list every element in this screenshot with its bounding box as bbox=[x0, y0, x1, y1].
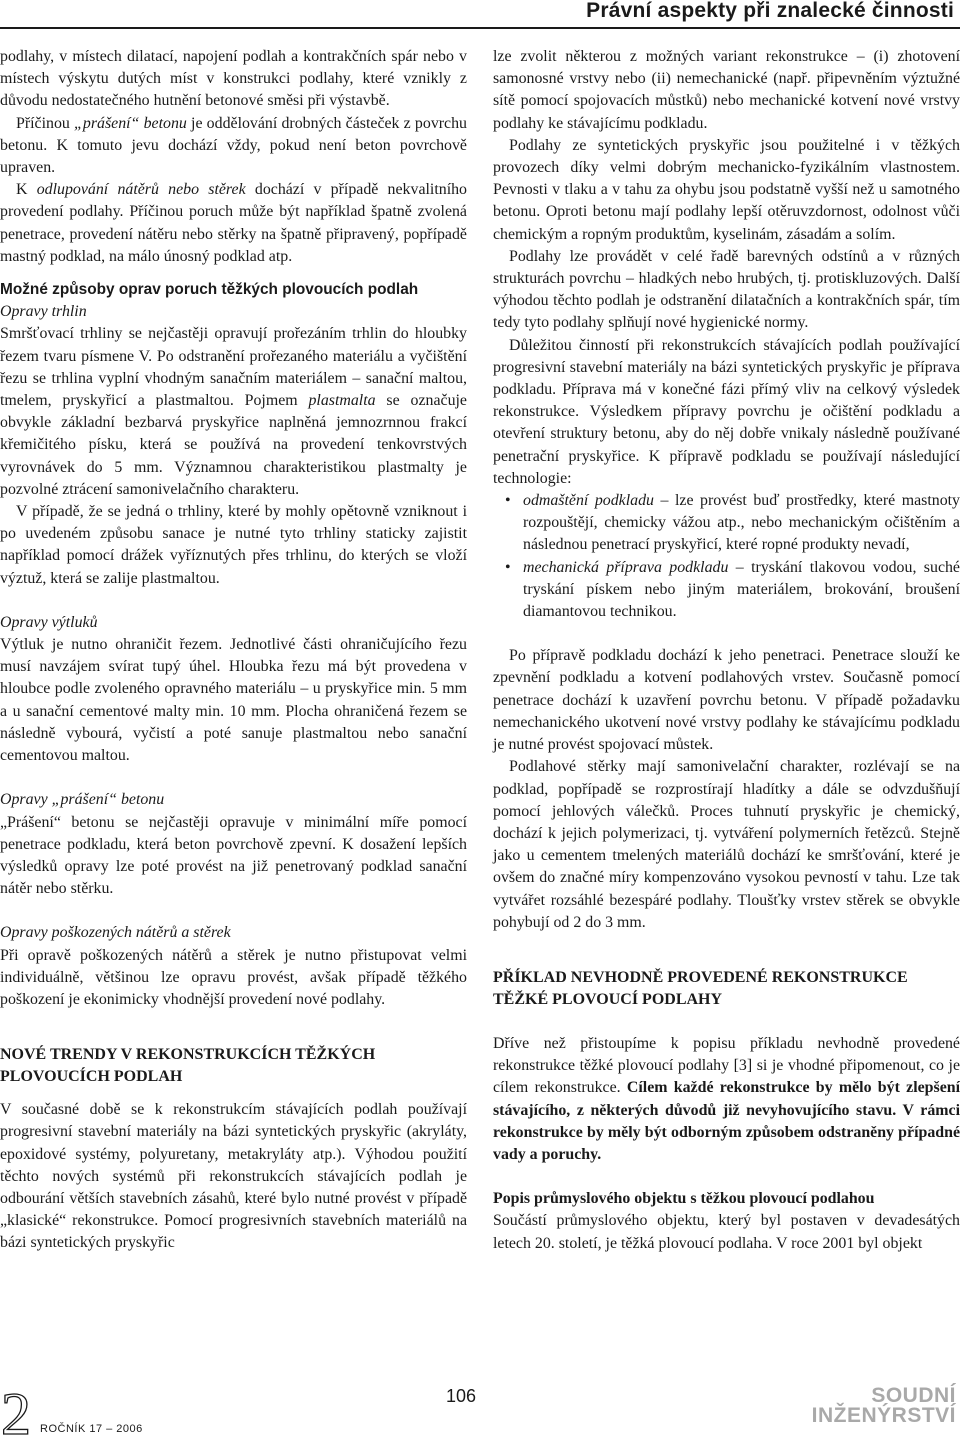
paragraph bbox=[0, 179, 467, 268]
text-span: Příčinou bbox=[16, 114, 75, 132]
chapter-heading: PŘÍKLAD NEVHODNĚ PROVEDENÉ REKONSTRUKCE TĚŽKÉ PLOVOUCÍ PODLAHY bbox=[493, 968, 908, 1008]
bold-statement: Cílem každé rekonstrukce by mělo být zlepšení stávajícího, z některých důvodů již nevyhovujícího stavu. V rámci rekonstrukce by měly být odborným způsobem odstraněny případné vady a poruchy. bbox=[493, 1079, 960, 1163]
paragraph bbox=[0, 323, 467, 501]
header-rule bbox=[0, 27, 960, 29]
text-span: Smršťovací trhliny se nejčastěji opravují prořezáním trhlin do hloubky řezem tvaru písmene V. Po odstranění prořezaného materiálu a vyčištění řezu se trhlina vyplní vhodným sanačním materiálem – sanační maltou, tmelem, pryskyřicí a plastmaltou. Pojmem bbox=[0, 325, 467, 410]
emphasis-term: odmaštění podkladu bbox=[523, 492, 654, 510]
emphasis-term: mechanická příprava podkladu bbox=[523, 558, 729, 576]
running-header-title: Právní aspekty při znalecké činnosti bbox=[586, 0, 954, 22]
paragraph: Při opravě poškozených nátěrů a stěrek je nutno přistupovat velmi individuálně, většinou lze opravu provést, avšak případě těžkého poškození je ekonimicky vhodnější provedení nové podlahy. bbox=[0, 946, 467, 1008]
technology-list bbox=[493, 490, 960, 623]
paragraph: Podlahové stěrky mají samonivelační charakter, rozlévají se na podklad, popřípadě se rozprostírají hladítky a dále se odvzdušňují pomocí jehlových válečků. Proces tuhnutí pryskyřic je chemický, dochází k jejich polymerizaci, tj. vytváření polymerních řetězců. Stejně jako u cementem tmelených materiálů dochází ke smršťování, které je ovšem do značné míry kompenzováno vysokou pevností v tahu. Lze tak vytvářet rozsáhlé bezespáré podlahy. Tloušťky vrstev stěrek se obvykle pohybují od 2 do 3 mm. bbox=[493, 758, 960, 931]
text-span: se označuje obvykle základní bezbarvá pryskyřice naplněná jemnozrnnou frakcí křemičitého písku, která se používá na provedení tenkovrstvých vyrovnávek do 5 mm. Významnou charakteristikou plastmalty je pozvolné ztrácení samonivelačního charakteru. bbox=[0, 392, 467, 498]
paragraph: Po přípravě podkladu dochází k jeho penetraci. Penetrace slouží ke zpevnění podkladu a kotvení podlahových vrstev. Současně pomocí penetrace dochází k uzavření povrchu betonu. V případě požadavku nemechanického ukotvení nové vrstvy podlahy ke stávajícímu podkladu je nutné provést spojovací můstek. bbox=[493, 647, 960, 754]
spacer bbox=[493, 623, 960, 645]
list-item bbox=[493, 490, 960, 557]
emphasis-term: plastmalta bbox=[308, 392, 376, 410]
text-span: K bbox=[16, 181, 37, 199]
section-heading: Možné způsoby oprav poruch těžkých plovoucích podlah bbox=[0, 281, 419, 299]
page-number: 106 bbox=[446, 1386, 477, 1406]
paragraph: „Prášení“ betonu se nejčastěji opravuje v minimální míře pomocí penetrace podkladu, která beton povrchově zpevní. K dosažení lepších výsledků opravy lze poté provést na již penetrovaný podklad sanační nátěr nebo stěrku. bbox=[0, 813, 467, 898]
issue-logo-text: 2 bbox=[1, 1382, 31, 1440]
journal-logo-line: SOUDNÍ bbox=[871, 1384, 956, 1407]
subsection-heading: Opravy „prášení“ betonu bbox=[0, 791, 165, 809]
spacer bbox=[493, 1011, 960, 1033]
paragraph: V současné době se k rekonstrukcím stávajících podlah používají progresivní stavební materiály na bázi syntetických pryskyřic (akryláty, epoxidové systémy, polyuretany, metakryláty atp.). Výhodou použití těchto nových systémů při rekonstrukcích stávajících podlah je odbourání větších stavebních zásahů, které bylo nutné provést v případě „klasické“ rekonstrukce. Pomocí progresivních stavebních materiálů na bázi syntetických pryskyřic bbox=[0, 1101, 467, 1252]
spacer bbox=[0, 590, 467, 612]
subsection-heading: Opravy trhlin bbox=[0, 303, 87, 321]
list-item bbox=[493, 557, 960, 624]
running-header bbox=[0, 0, 960, 32]
text-span: dochází v případě nekvalitního provedení podlahy. Příčinou poruch může být například špatně zvolená penetrace, provedení nátěru nebo stěrky na špatně připravený, popřípadě mastný podklad, na málo únosný podklad atp. bbox=[0, 181, 467, 265]
chapter-heading: NOVÉ TRENDY V REKONSTRUKCÍCH TĚŽKÝCH PLOVOUCÍCH PODLAH bbox=[0, 1046, 376, 1086]
paragraph: Součástí průmyslového objektu, který byl postaven v devadesátých letech 20. století, je těžká plovoucí podlaha. V roce 2001 byl objekt bbox=[493, 1212, 960, 1252]
spacer bbox=[493, 1166, 960, 1188]
issue-logo bbox=[0, 1382, 40, 1440]
paragraph bbox=[493, 1033, 960, 1166]
emphasis-term: „prášení“ betonu bbox=[74, 114, 187, 132]
paragraph: Výtluk je nutno ohraničit řezem. Jednotlivé části ohraničujícího řezu musí navzájem svírat tupý úhel. Hloubka řezu má být provedena v hloubce podle zvoleného opravného materiálu – u pryskyřice min. 5 mm a u sanační cementové malty min. 10 mm. Plocha ohraničená řezem se následně vybourá, vyčistí a poté sanuje plastmaltou nebo sanační cementovou maltou. bbox=[0, 636, 467, 765]
emphasis-term: odlupování nátěrů nebo stěrek bbox=[36, 181, 246, 199]
journal-logo-line: INŽENÝRSTVÍ bbox=[811, 1404, 956, 1427]
spacer bbox=[0, 1011, 467, 1044]
paragraph bbox=[0, 113, 467, 180]
left-column bbox=[0, 46, 467, 1255]
spacer bbox=[0, 268, 467, 279]
section-heading: Popis průmyslového objektu s těžkou plovoucí podlahou bbox=[493, 1190, 875, 1208]
subsection-heading: Opravy poškozených nátěrů a stěrek bbox=[0, 924, 231, 942]
subsection-heading: Opravy výtluků bbox=[0, 613, 98, 631]
paragraph: podlahy, v místech dilatací, napojení podlah a kontrakčních spár nebo v místech výskytu dutých míst v konstrukci podlahy, které vznikly z důvodu nedostatečného hutnění betonové směsi při výstavbě. bbox=[0, 48, 467, 110]
spacer bbox=[0, 1088, 467, 1099]
paragraph: Podlahy ze syntetických pryskyřic jsou použitelné i v těžkých provozech díky velmi dobrým mechanicko-fyzikálním vlastnostem. Pevnosti v tlaku a v tahu za ohybu jsou podstatně vyšší než u samotného betonu. Oproti betonu mají podlahy lepší otěruvzdornost, odolnost vůči chemickým a ropným produktům, kyselinám, zásadám a solím. bbox=[493, 136, 960, 243]
journal-logo bbox=[812, 1386, 956, 1426]
spacer bbox=[493, 934, 960, 967]
issue-label: ROČNÍK 17 – 2006 bbox=[40, 1423, 143, 1435]
paragraph: V případě, že se jedná o trhliny, které by mohly opětovně vzniknout i po uvedeném způsobu sanace je nutné tyto trhliny staticky zajistit například pomocí drážek vyříznutých přes trhlinu, do kterých se vloží výztuž, která se zalije plastmaltou. bbox=[0, 503, 467, 587]
spacer bbox=[0, 767, 467, 789]
spacer bbox=[0, 900, 467, 922]
issue-logo-numeral bbox=[0, 1382, 40, 1440]
text-span: – lze provést buď prostředky, které mastnoty rozpouštějí, chemicky vážou atp., nebo mechanickým očištěním a následnou penetrací pryskyřicí, které ropné produkty nevadí, bbox=[523, 492, 960, 554]
paragraph: Podlahy lze provádět v celé řadě barevných odstínů a v různých strukturách povrchu – hladkých nebo hrubých, tj. protiskluzových. Další výhodou těchto podlah je odstranění dilatačních a kontrakčních spár, tím tedy tyto podlahy splňují nové hygienické normy. bbox=[493, 247, 960, 332]
paragraph: lze zvolit některou z možných variant rekonstrukce – (i) zhotovení samonosné vrstvy nebo (ii) nemechanické (např. připevněním výztužné sítě pomocí spojovacích můstků) nebo mechanické kotvení nové vrstvy podlahy ke stávajícímu podkladu. bbox=[493, 48, 960, 132]
paragraph: Důležitou činností při rekonstrukcích stávajících podlah používající progresivní stavební materiály na bázi syntetických pryskyřic je příprava podkladu. Příprava má v konečné fázi přímý vliv na celkový výsledek rekonstrukce. Výsledkem přípravy povrchu je očištění podkladu a otevření struktury betonu, aby do něj dobře vnikaly následně používané penetrační pryskyřice. K přípravě podkladu se používají následující technologie: bbox=[493, 336, 960, 487]
text-span: Dříve než přistoupíme k popisu příkladu nevhodně provedené rekonstrukce těžké plovoucí podlahy [3] si je vhodné připomenout, co je cílem rekonstrukce. bbox=[493, 1034, 960, 1097]
right-column bbox=[493, 46, 960, 1255]
text-span: je oddělování drobných částeček z povrchu betonu. K tomuto jevu dochází vždy, pokud není beton povrchově upraven. bbox=[0, 114, 467, 177]
text-span: – tryskání tlakovou vodou, suché tryskání pískem nebo jiným materiálem, brokování, broušení diamantovou technikou. bbox=[523, 558, 960, 621]
